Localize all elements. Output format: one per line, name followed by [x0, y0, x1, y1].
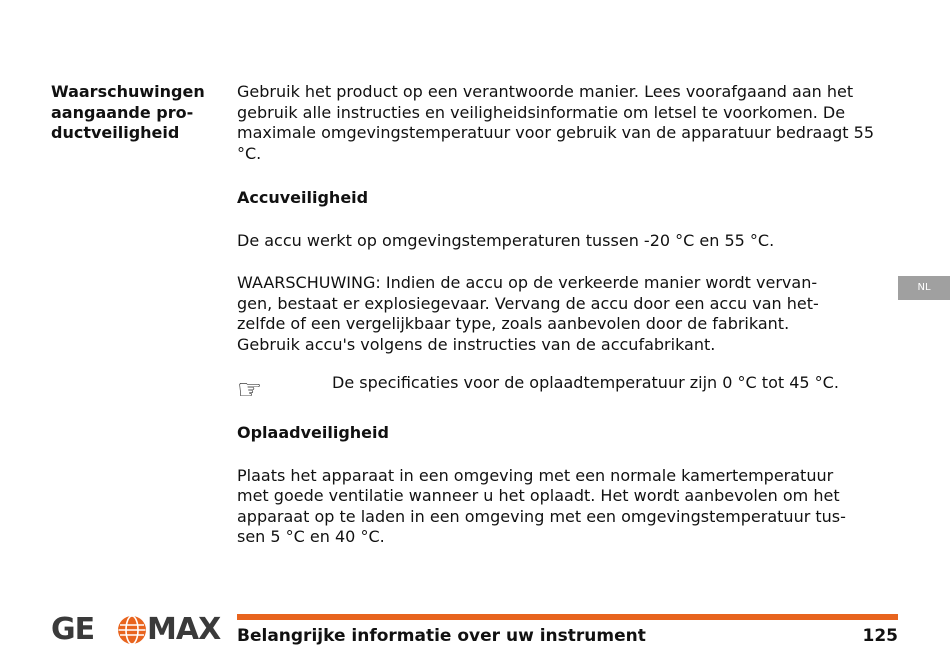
- geomax-logo: [51, 614, 219, 646]
- charging-heading: Oplaadveiligheid: [237, 423, 389, 442]
- main-content: [237, 82, 897, 548]
- section-heading-line-3: ductveiligheid: [51, 123, 180, 142]
- note-row: [237, 373, 897, 407]
- logo-text-left: GE: [51, 612, 95, 647]
- section-heading-line-1: Waarschuwingen: [51, 82, 205, 101]
- logo-text-right: MAX: [147, 612, 221, 647]
- charging-paragraph: Plaats het apparaat in een omgeving met een normale kamertemperatuur met goede ventilatie wanneer u het oplaadt. Het wordt aanbevolen om het apparaat op te laden in een omgeving met een omgevingstemperatuur tus- sen 5 °C en 40 °C.: [237, 465, 846, 546]
- pointing-hand-icon: ☞: [237, 373, 263, 406]
- footer-title: Belangrijke informatie over uw instrument: [237, 626, 646, 646]
- intro-paragraph: Gebruik het product op een verantwoorde manier. Lees voorafgaand aan het gebruik alle instructies en veiligheidsinformatie om letsel te voorkomen. De maximale omgevingstemperatuur voor gebruik van de apparatuur bedraagt 55 °C.: [237, 82, 875, 163]
- accu-heading: Accuveiligheid: [237, 188, 369, 207]
- note-text: De specificaties voor de oplaadtemperatuur zijn 0 °C tot 45 °C.: [332, 373, 839, 392]
- globe-icon: [117, 615, 147, 645]
- accu-warning-paragraph: WAARSCHUWING: Indien de accu op de verkeerde manier wordt vervan- gen, bestaat er explosiegevaar. Vervang de accu door een accu van het- zelfde of een vergelijkbaar type, zoals aanbevolen door de fabrikant. Gebruik accu's volgens de instructies van de accufabrikant.: [237, 273, 819, 354]
- footer-accent-bar: [237, 614, 898, 620]
- language-tab: NL: [898, 276, 950, 300]
- page-number: 125: [862, 626, 898, 646]
- section-heading-line-2: aangaande pro-: [51, 102, 194, 122]
- section-heading: [51, 82, 226, 144]
- accu-temperature-paragraph: De accu werkt op omgevingstemperaturen tussen -20 °C en 55 °C.: [237, 230, 775, 250]
